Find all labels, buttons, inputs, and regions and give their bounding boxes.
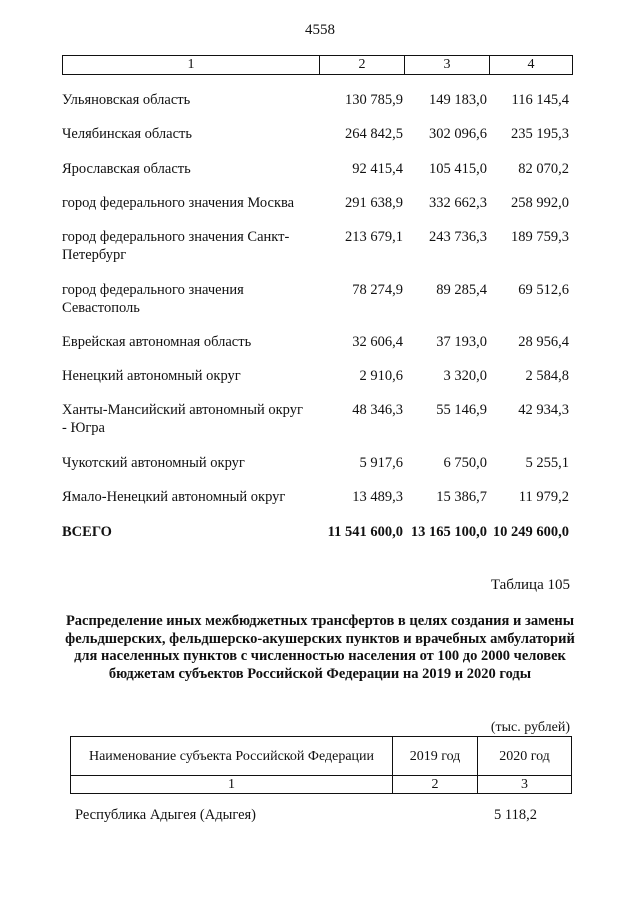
value-2019: 5 118,2 xyxy=(494,807,537,823)
region-name: город федерального значения Санкт-Петербург xyxy=(62,229,290,263)
units-label: (тыс. рублей) xyxy=(490,720,570,735)
value-2020: 149 183,0 xyxy=(429,92,487,108)
total-value-2020: 13 165 100,0 xyxy=(410,524,487,540)
header-2020: 2020 год xyxy=(499,748,550,764)
region-name: Республика Адыгея (Адыгея) xyxy=(75,807,257,823)
value-2019: 48 346,3 xyxy=(352,402,403,418)
page-number: 4558 xyxy=(305,22,335,38)
value-2021: 28 956,4 xyxy=(518,334,569,350)
value-2019: 13 489,3 xyxy=(352,489,403,505)
value-2019: 264 842,5 xyxy=(345,126,403,142)
table-caption: Таблица 105 xyxy=(490,577,570,593)
value-2021: 82 070,2 xyxy=(518,161,569,177)
header-2019: 2019 год xyxy=(393,737,478,775)
value-2020: 3 320,0 xyxy=(443,368,487,384)
table1-header-col4: 4 xyxy=(527,57,535,72)
total-label: ВСЕГО xyxy=(62,524,112,540)
value-2020: 105 415,0 xyxy=(429,161,487,177)
table2-header xyxy=(70,736,572,794)
header-number-3: 3 xyxy=(521,777,528,792)
value-2020: 332 662,3 xyxy=(429,195,487,211)
value-2021: 235 195,3 xyxy=(511,126,569,142)
total-value-2021: 10 249 600,0 xyxy=(492,524,569,540)
region-name: город федерального значения Москва xyxy=(62,195,295,211)
table1-header-col3: 3 xyxy=(405,56,490,74)
value-2019: 291 638,9 xyxy=(345,195,403,211)
value-2021: 69 512,6 xyxy=(518,282,569,298)
value-2020: 89 285,4 xyxy=(436,282,487,298)
value-2019: 92 415,4 xyxy=(352,161,403,177)
header-subject-name: Наименование субъекта Российской Федерации xyxy=(71,737,393,775)
value-2019: 5 917,6 xyxy=(359,455,403,471)
value-2021: 5 255,1 xyxy=(525,455,569,471)
region-name: Ярославская область xyxy=(62,161,191,177)
value-2020: 302 096,6 xyxy=(429,126,487,142)
region-name: Ульяновская область xyxy=(62,92,191,108)
total-value-2019: 11 541 600,0 xyxy=(327,524,403,540)
value-2021: 258 992,0 xyxy=(511,195,569,211)
value-2019: 130 785,9 xyxy=(345,92,403,108)
table-title: Распределение иных межбюджетных трансфертов в целях создания и замены фельдшерских, фельдшерско-акушерских пунктов и врачебных амбулаторий для населенных пунктов с численностью населения от 100 до 2000 человек бюджетам субъектов Российской Федерации на 2019 и 2020 годы xyxy=(65,613,575,682)
value-2019: 32 606,4 xyxy=(352,334,403,350)
value-2020: 6 750,0 xyxy=(443,455,487,471)
value-2019: 78 274,9 xyxy=(352,282,403,298)
region-name: Чукотский автономный округ xyxy=(62,455,245,471)
value-2020: 55 146,9 xyxy=(436,402,487,418)
region-name: Ханты-Мансийский автономный округ - Югра xyxy=(62,402,303,436)
region-name: Ямало-Ненецкий автономный округ xyxy=(62,489,286,505)
value-2021: 42 934,3 xyxy=(518,402,569,418)
value-2020: 243 736,3 xyxy=(429,229,487,245)
table1-header-col2: 2 xyxy=(320,56,405,74)
value-2020: 15 386,7 xyxy=(436,489,487,505)
table1-header-col1: 1 xyxy=(63,56,320,74)
value-2021: 189 759,3 xyxy=(511,229,569,245)
value-2021: 116 145,4 xyxy=(511,92,569,108)
header-number-1: 1 xyxy=(71,776,393,793)
region-name: город федерального значения Севастополь xyxy=(62,282,244,316)
value-2019: 2 910,6 xyxy=(359,368,403,384)
value-2021: 11 979,2 xyxy=(518,489,569,505)
value-2019: 213 679,1 xyxy=(345,229,403,245)
region-name: Ненецкий автономный округ xyxy=(62,368,241,384)
value-2021: 2 584,8 xyxy=(525,368,569,384)
value-2020: 37 193,0 xyxy=(436,334,487,350)
region-name: Еврейская автономная область xyxy=(62,334,252,350)
region-name: Челябинская область xyxy=(62,126,192,142)
table1-header xyxy=(62,55,573,75)
header-number-2: 2 xyxy=(393,776,478,793)
